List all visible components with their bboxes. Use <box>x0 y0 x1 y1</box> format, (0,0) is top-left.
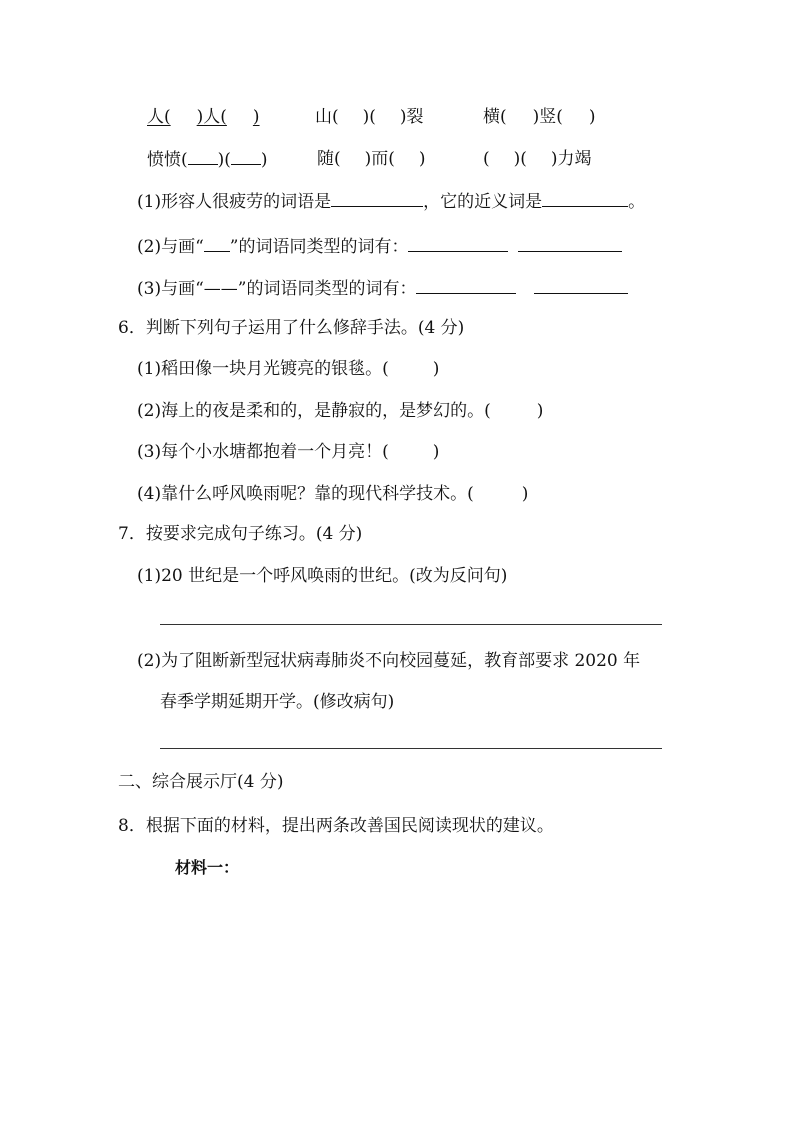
word-heng: 横( )竖( ) <box>483 107 596 127</box>
word-shan: 山( )( )裂 <box>315 107 424 127</box>
q6-item-4: (4)靠什么呼风唤雨呢？靠的现代科学技术。( ) <box>137 484 529 504</box>
answer-blank[interactable] <box>408 235 508 252</box>
q6-item-2: (2)海上的夜是柔和的，是静寂的，是梦幻的。( ) <box>137 401 544 421</box>
sub-question-1: (1)形容人很疲劳的词语是 ，它的近义词是 。 <box>137 192 646 212</box>
word-lijie: ( )( )力竭 <box>483 149 592 169</box>
answer-blank[interactable] <box>542 190 628 207</box>
q7-item-2-line-2: 春季学期延期开学。(修改病句) <box>160 692 395 712</box>
q6-item-3: (3)每个小水塘都抱着一个月亮！( ) <box>137 442 440 462</box>
answer-blank[interactable] <box>416 277 516 294</box>
q7-item-1: (1)20 世纪是一个呼风唤雨的世纪。(改为反问句) <box>137 566 508 586</box>
q6-item-1: (1)稻田像一块月光镀亮的银毯。( ) <box>137 359 440 379</box>
word-sui: 随( )而( ) <box>317 149 426 169</box>
answer-line[interactable] <box>160 624 662 625</box>
answer-line[interactable] <box>160 748 662 749</box>
question-7-title: 7．按要求完成句子练习。(4 分) <box>118 524 363 544</box>
answer-blank[interactable] <box>518 235 622 252</box>
question-8-title: 8．根据下面的材料，提出两条改善国民阅读现状的建议。 <box>118 816 554 836</box>
word-fenfen: 愤愤( )( ) <box>147 150 268 170</box>
section-2-title: 二、综合展示厅(4 分) <box>118 772 284 792</box>
sub-question-2: (2)与画“ ”的词语同类型的词有： <box>137 235 622 258</box>
material-label: 材料一： <box>175 858 240 877</box>
answer-blank[interactable] <box>331 190 423 207</box>
word-renren: 人( )人( ) <box>147 107 260 127</box>
q7-item-2-line-1: (2)为了阻断新型冠状病毒肺炎不向校园蔓延，教育部要求 2020 年 <box>137 651 641 671</box>
question-6-title: 6．判断下列句子运用了什么修辞手法。(4 分) <box>118 318 465 338</box>
sub-question-3: (3)与画“——”的词语同类型的词有： <box>137 277 628 300</box>
answer-blank[interactable] <box>534 277 628 294</box>
